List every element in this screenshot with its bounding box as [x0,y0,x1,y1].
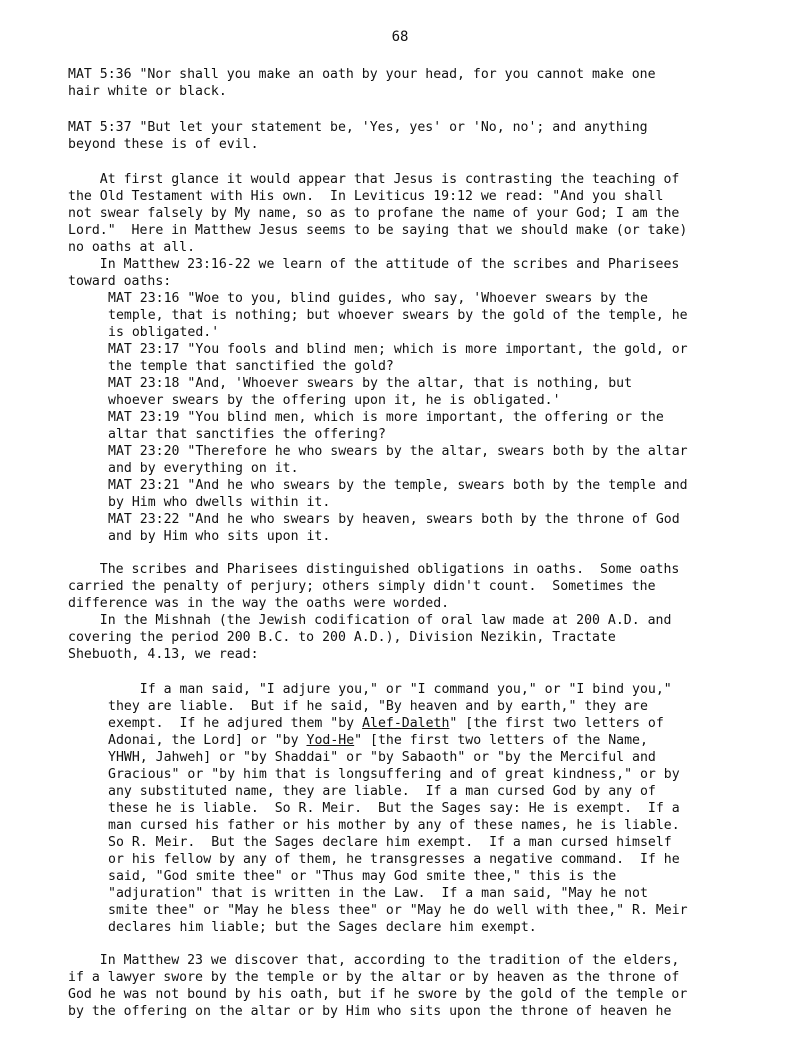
mishnah-quote-part-2: " [the first two letters of Adonai, the Lord] or "by [108,716,664,748]
verse-mat-5-37: MAT 5:37 "But let your statement be, 'Yes, yes' or 'No, no'; and anything beyond these is of evil. [68,120,648,152]
alef-daleth-term: Alef-Daleth [362,716,450,731]
mishnah-quote-part-3: " [the first two letters of the Name, YHWH, Jahweh] or "by Shaddai" or "by Sabaoth" or "by the Merciful and Gracious" or "by him that is longsuffering and of great kindness," or by any substituted name, they are liable. If a man cursed God by any of these he is liable. So R. Meir. But the Sages say: He is exempt. If a man cursed his father or his mother by any of these names, he is liable. So R. Meir. But the Sages declare him exempt. If a man cursed himself or his fellow by any of them, he transgresses a negative command. If he said, "God smite thee" or "Thus may God smite thee," this is the "adjuration" that is written in the Law. If a man said, "May he not smite thee" or "May he bless thee" or "May he do well with thee," R. Meir declares him liable; but the Sages declare him exempt. [108,733,688,935]
mishnah-block-quote [108,681,728,936]
page-number: 68 [391,29,409,45]
paragraph-scribes: The scribes and Pharisees distinguished obligations in oaths. Some oaths carried the penalty of perjury; others simply didn't count. Sometimes the difference was in the way the oaths were worded. [68,562,680,611]
paragraph-matthew-23-intro: In Matthew 23:16-22 we learn of the attitude of the scribes and Pharisees toward oaths: [68,257,680,289]
paragraph-first-glance: At first glance it would appear that Jesus is contrasting the teaching of the Old Testament with His own. In Leviticus 19:12 we read: "And you shall not swear falsely by My name, so as to profane the name of your God; I am the Lord." Here in Matthew Jesus seems to be saying that we should make (or take) no oaths at all. [68,172,688,255]
verse-mat-5-36: MAT 5:36 "Nor shall you make an oath by your head, for you cannot make one hair white or black. [68,67,656,99]
paragraph-mishnah-intro: In the Mishnah (the Jewish codification of oral law made at 200 A.D. and covering the period 200 B.C. to 200 A.D.), Division Nezikin, Tractate Shebuoth, 4.13, we read: [68,613,672,662]
paragraph-final: In Matthew 23 we discover that, according to the tradition of the elders, if a lawyer swore by the temple or by the altar or by heaven as the throne of God he was not bound by his oath, but if he swore by the gold of the temple or by the offering on the altar or by Him who sits upon the throne of heaven he [68,953,688,1019]
yod-he-term: Yod-He [306,733,355,748]
mishnah-quote-part-1: If a man said, "I adjure you," or "I command you," or "I bind you," they are liable. But if he said, "By heaven and by earth," they are exempt. If he adjured them "by [108,682,672,731]
quoted-verses-mat-23: MAT 23:16 "Woe to you, blind guides, who say, 'Whoever swears by the temple, that is nothing; but whoever swears by the gold of the temple, he is obligated.' MAT 23:17 "You fools and blind men; which is more important, the gold, or the temple that sanctified the gold? MAT 23:18 "And, 'Whoever swears by the altar, that is nothing, but whoever swears by the offering upon it, he is obligated.' MAT 23:19 "You blind men, which is more important, the offering or the altar that sanctifies the offering? MAT 23:20 "Therefore he who swears by the altar, swears both by the altar and by everything on it. MAT 23:21 "And he who swears by the temple, swears both by the temple and by Him who dwells within it. MAT 23:22 "And he who swears by heaven, swears both by the throne of God and by Him who sits upon it. [108,291,688,544]
